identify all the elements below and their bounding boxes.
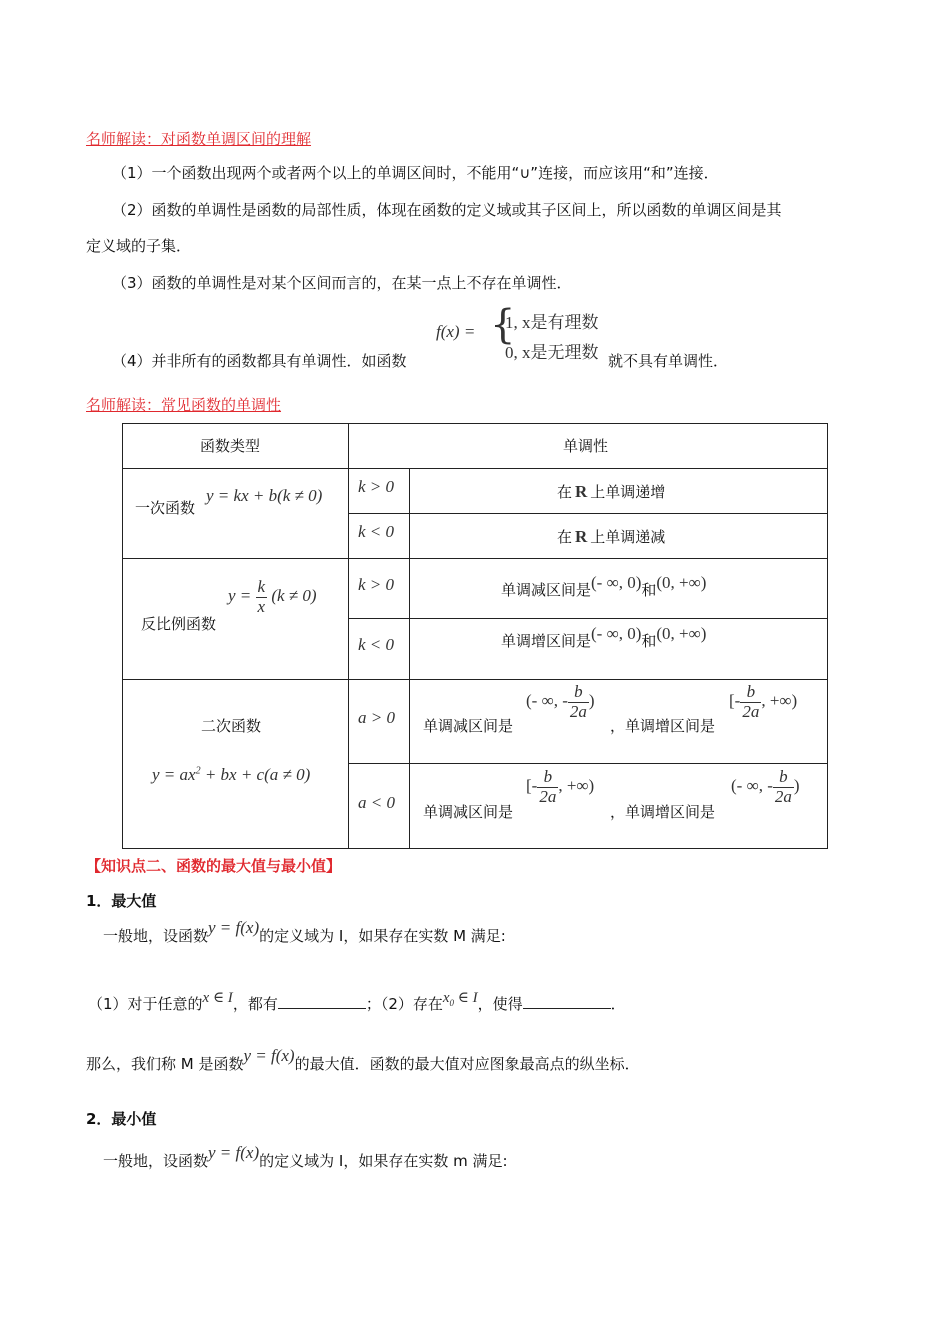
max-paragraph-2: （1）对于任意的x ∈ I，都有 ；（2）存在$x_0$ ∈ I，使得 ． [88, 990, 626, 1013]
quadratic-inc1-label: ，单调增区间是 [610, 717, 716, 735]
inverse-name: 反比例函数 [141, 615, 217, 633]
quadratic-cond1: a > 0 [358, 708, 395, 727]
quadratic-dec1-interval: (- ∞, - $\frac{b}{2a}$ ) [526, 682, 595, 721]
inverse-formula: y = $\frac{k}{x}$ (k ≠ 0) [228, 577, 317, 616]
paragraph-4-pre: （4）并非所有的函数都具有单调性．如函数 [112, 352, 407, 370]
linear-formula: y = kx + b(k ≠ 0) [206, 486, 323, 505]
quadratic-formula: $y = ax^2$ + bx + c(a ≠ 0) [152, 765, 311, 784]
quadratic-inc2-label: ，单调增区间是 [610, 803, 716, 821]
piecewise-brace: { [490, 302, 516, 348]
linear-name: 一次函数 [135, 499, 196, 517]
max-paragraph-1: 一般地，设函数y = f(x)的定义域为 I，如果存在实数 M 满足: [103, 918, 506, 945]
piecewise-lhs: f(x) = [436, 322, 476, 341]
inverse-cond2: k < 0 [358, 635, 395, 654]
quadratic-cond2: a < 0 [358, 793, 395, 812]
section1-heading: 名师解读：对函数单调区间的理解 [86, 130, 312, 148]
quadratic-dec1-label: 单调减区间是 [423, 717, 514, 735]
inverse-desc2: 单调增区间是(- ∞, 0)和(0, +∞) [501, 624, 707, 650]
linear-cond1: k > 0 [358, 477, 395, 496]
inverse-cond1: k > 0 [358, 575, 395, 594]
linear-desc2: 在 R 上单调递减 [557, 527, 666, 546]
paragraph-2b: 定义域的子集． [86, 237, 192, 255]
min-paragraph-1: 一般地，设函数y = f(x)的定义域为 I，如果存在实数 m 满足: [103, 1143, 508, 1170]
quadratic-name: 二次函数 [201, 717, 262, 735]
quadratic-inc2-interval: (- ∞, - $\frac{b}{2a}$ ) [731, 767, 800, 806]
quadratic-inc1-interval: [- $\frac{b}{2a}$ , +∞) [729, 682, 798, 721]
piecewise-case2: 0, x是无理数 [505, 343, 599, 362]
paragraph-2a: （2）函数的单调性是函数的局部性质，体现在函数的定义域或其子区间上，所以函数的单调区间是其 [112, 201, 782, 219]
paragraph-1: （1）一个函数出现两个或者两个以上的单调区间时，不能用“∪”连接，而应该用“和”连接． [112, 164, 719, 182]
quadratic-dec2-label: 单调减区间是 [423, 803, 514, 821]
section2-heading: 名师解读：常见函数的单调性 [86, 396, 282, 414]
max-paragraph-3: 那么，我们称 M 是函数y = f(x)的最大值．函数的最大值对应图象最高点的纵坐标． [86, 1046, 640, 1073]
paragraph-4-post: 就不具有单调性． [608, 352, 729, 370]
max-blank-1[interactable] [278, 994, 366, 1009]
inverse-desc1: 单调减区间是(- ∞, 0)和(0, +∞) [501, 573, 707, 599]
max-blank-2[interactable] [523, 994, 611, 1009]
header-function-type: 函数类型 [200, 437, 261, 455]
linear-cond2: k < 0 [358, 522, 395, 541]
section3-heading: 【知识点二、函数的最大值与最小值】 [86, 857, 342, 875]
linear-desc1: 在 R 上单调递增 [557, 482, 666, 501]
paragraph-3: （3）函数的单调性是对某个区间而言的，在某一点上不存在单调性． [112, 274, 572, 292]
min-title: 2．最小值 [86, 1110, 157, 1128]
piecewise-case1: 1, x是有理数 [505, 313, 599, 332]
quadratic-dec2-interval: [- $\frac{b}{2a}$ , +∞) [526, 767, 595, 806]
max-title: 1．最大值 [86, 892, 157, 910]
header-monotonicity: 单调性 [563, 437, 609, 455]
